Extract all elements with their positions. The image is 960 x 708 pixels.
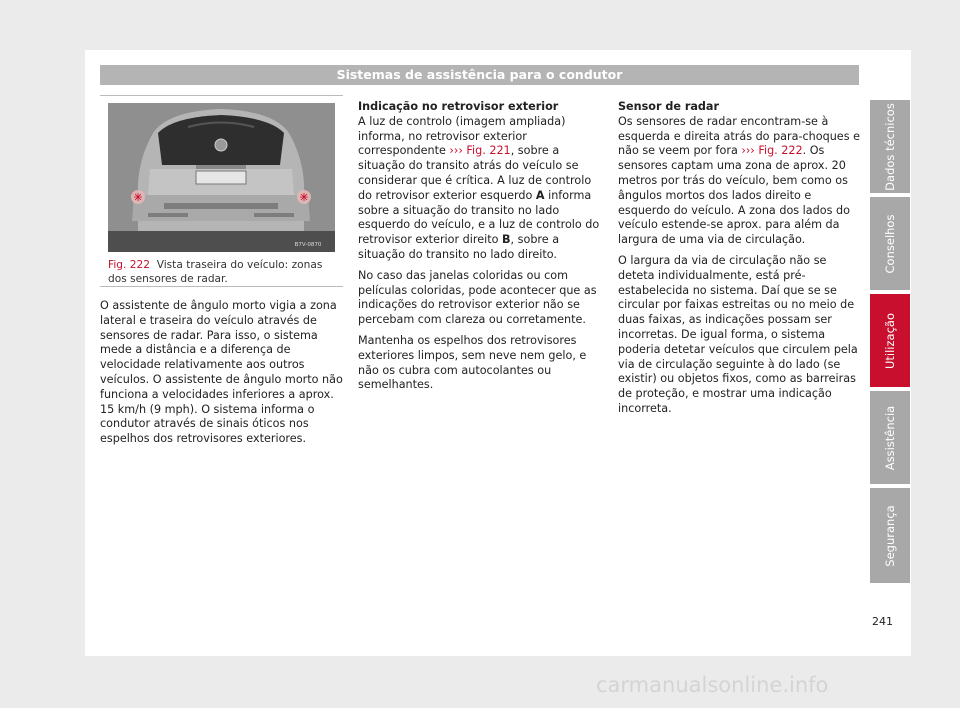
figure-code: B7V-0870	[294, 242, 322, 248]
reference-text: Fig. 221	[462, 144, 511, 158]
tab-conselhos[interactable]	[870, 197, 910, 290]
tab-label: Assistência	[883, 405, 897, 470]
section-heading-mirror: Indicação no retrovisor exterior	[358, 100, 559, 113]
figure-caption	[108, 258, 338, 286]
mirror-paragraph-1	[358, 115, 605, 263]
text-span: Os sensores de radar encontram-se à esquerda e direita atrás do para-choques e não se veem por fora	[618, 114, 860, 158]
tab-label: Segurança	[883, 504, 897, 567]
tab-label: Utilização	[883, 312, 897, 369]
tab-dados-tecnicos[interactable]	[870, 100, 910, 193]
text-span: . Os sensores captam uma zona de aprox. 20 metros por trás do veículo, bem como os ângulos mortos dos lados direito e esquerdo do veículo. A zona dos lados do veículo estende-se aprox. para além da largura de uma via de circulação.	[618, 144, 850, 247]
watermark: carmanualsonline.info	[596, 673, 829, 697]
column-3	[618, 100, 861, 423]
figure-number: Fig. 222	[108, 259, 150, 271]
figure-caption-text: Vista traseira do veículo: zonas dos sensores de radar.	[108, 259, 323, 285]
label-b: B	[502, 233, 511, 247]
intro-paragraph: O assistente de ângulo morto vigia a zona lateral e traseira do veículo através de sensores de radar. Para isso, o sistema mede a distância e a diferença de velocidade relativamente aos outros veículos. O assistente de ângulo morto não funciona a velocidades inferiores a aprox. 15 km/h (9 mph). O sistema informa o condutor através de sinais óticos nos espelhos dos retrovisores exteriores.	[100, 299, 343, 446]
tab-label: Dados técnicos	[883, 102, 897, 191]
arrow-icon: ›››	[741, 144, 755, 158]
mirror-paragraph-2: No caso das janelas coloridas ou com películas coloridas, pode acontecer que as indicações do retrovisor exterior não se percebam com clareza ou corretamente.	[358, 268, 597, 327]
text-span: informa sobre a situação do transito no lado esquerdo do veículo, e a luz de controlo do retrovisor exterior direito	[358, 188, 600, 247]
tab-utilizacao[interactable]	[870, 294, 910, 387]
tab-assistencia[interactable]	[870, 391, 910, 484]
column-2	[358, 100, 605, 399]
car-rear-illustration	[108, 103, 335, 252]
section-heading-radar: Sensor de radar	[618, 100, 719, 113]
radar-paragraph-2: O largura da via de circulação não se deteta individualmente, está pré-estabelecida no sistema. Daí que se se circular por faixas estreitas ou no meio de duas faixas, as indicações possam ser incorretas. De igual forma, o sistema poderia detetar veículos que circulem pela via de circulação seguinte à do lado (se existir) ou objetos fixos, como as barreiras de proteção, e mostrar uma indicação incorreta.	[618, 253, 858, 415]
page-number: 241	[872, 615, 893, 628]
label-a: A	[535, 188, 545, 202]
page-header: Sistemas de assistência para o condutor	[100, 65, 859, 85]
tab-seguranca[interactable]	[870, 488, 910, 583]
text-span: , sobre a situação do transito no lado direito.	[358, 233, 560, 261]
radar-paragraph-1	[618, 115, 861, 248]
mirror-paragraph-3: Mantenha os espelhos dos retrovisores exteriores limpos, sem neve nem gelo, e não os cubra com autocolantes ou semelhantes.	[358, 333, 587, 392]
reference-text: Fig. 222	[754, 144, 803, 158]
text-span: , sobre a situação do transito atrás do veículo se considerar que é crítica. A luz de controlo do retrovisor exterior esquerdo	[358, 144, 592, 202]
reference-link[interactable]	[449, 144, 510, 157]
column-1	[100, 299, 345, 453]
arrow-icon: ›››	[449, 144, 463, 158]
text-span: A luz de controlo (imagem ampliada) informa, no retrovisor exterior correspondente	[358, 114, 566, 158]
reference-link[interactable]	[741, 144, 802, 157]
tab-label: Conselhos	[883, 214, 897, 273]
